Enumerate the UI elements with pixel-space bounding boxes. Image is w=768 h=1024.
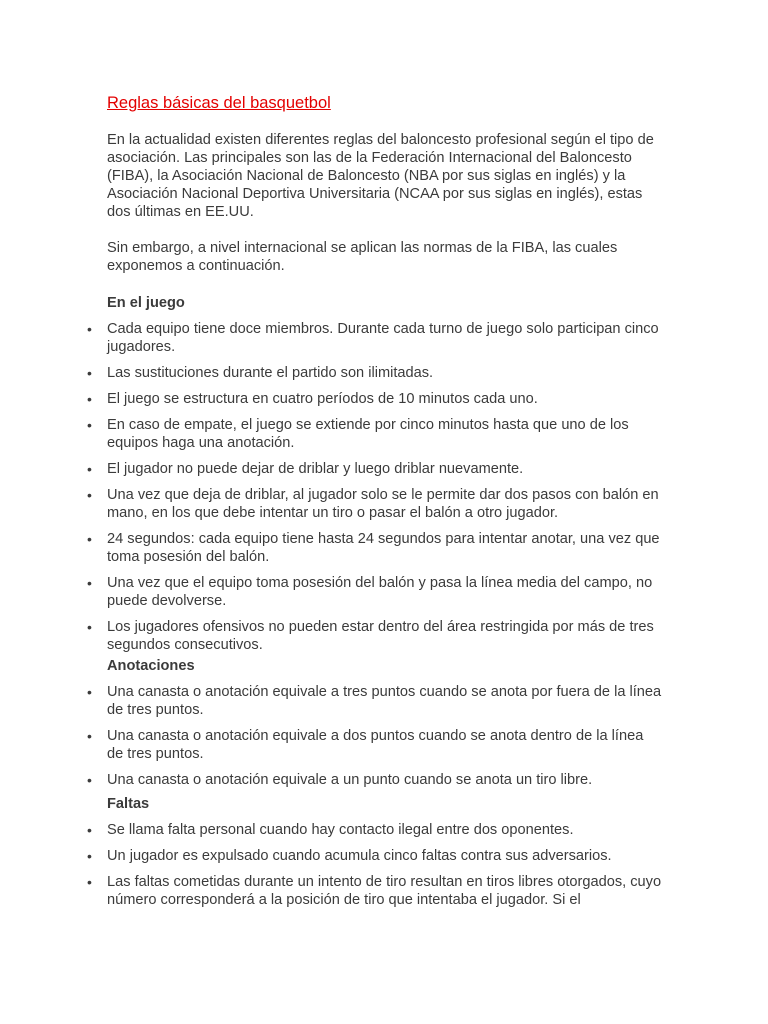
- list-item-text: Las sustituciones durante el partido son ilimitadas.: [107, 365, 434, 381]
- list-item: [0, 683, 662, 719]
- bullet-icon: •: [87, 417, 92, 433]
- bullet-icon: •: [87, 487, 92, 503]
- list-item: [0, 873, 662, 909]
- list-item-text: Una canasta o anotación equivale a dos puntos cuando se anota dentro de la línea de tres puntos.: [107, 728, 644, 762]
- bullet-icon: •: [87, 822, 92, 838]
- list-item: [0, 486, 662, 522]
- bullet-icon: •: [87, 461, 92, 477]
- list-item: [0, 390, 662, 408]
- list-item: [0, 727, 662, 763]
- bullet-icon: •: [87, 575, 92, 591]
- list-item-text: Los jugadores ofensivos no pueden estar dentro del área restringida por más de tres segundos consecutivos.: [107, 619, 654, 653]
- bullet-icon: •: [87, 531, 92, 547]
- bullet-icon: •: [87, 321, 92, 337]
- list-item: [0, 771, 662, 789]
- rules-list-faltas: [0, 821, 768, 917]
- bullet-icon: •: [87, 728, 92, 744]
- intro-paragraph-2: Sin embargo, a nivel internacional se aplican las normas de la FIBA, las cuales exponemos a continuación.: [107, 240, 618, 274]
- bullet-icon: •: [87, 684, 92, 700]
- list-item: [0, 618, 662, 654]
- rules-list-anotaciones: [0, 683, 768, 797]
- bullet-icon: •: [87, 391, 92, 407]
- list-item: [0, 364, 662, 382]
- bullet-icon: •: [87, 365, 92, 381]
- list-item-text: El jugador no puede dejar de driblar y luego driblar nuevamente.: [107, 461, 524, 477]
- section-heading-en-el-juego: En el juego: [107, 295, 185, 311]
- list-item: [0, 460, 662, 478]
- bullet-icon: •: [87, 848, 92, 864]
- list-item-text: Una vez que deja de driblar, al jugador solo se le permite dar dos pasos con balón en mano, en los que debe intentar un tiro o pasar el balón a otro jugador.: [107, 487, 659, 521]
- bullet-icon: •: [87, 874, 92, 890]
- list-item-text: Un jugador es expulsado cuando acumula cinco faltas contra sus adversarios.: [107, 848, 612, 864]
- list-item: [0, 847, 662, 865]
- list-item-text: Las faltas cometidas durante un intento de tiro resultan en tiros libres otorgados, cuyo número corresponderá a la posición de tiro que intentaba el jugador. Si el: [107, 874, 662, 908]
- bullet-icon: •: [87, 772, 92, 788]
- list-item-text: Se llama falta personal cuando hay contacto ilegal entre dos oponentes.: [107, 822, 574, 838]
- list-item: [0, 574, 662, 610]
- intro-paragraph: En la actualidad existen diferentes reglas del baloncesto profesional según el tipo de asociación. Las principales son las de la Federación Internacional del Baloncesto (FIBA), la Asociación Nacional de Baloncesto (NBA por sus siglas en inglés) y la Asociación Nacional Deportiva Universitaria (NCAA por sus siglas en inglés), estas dos últimas en EE.UU.: [107, 132, 654, 220]
- document-title: Reglas básicas del basquetbol: [107, 94, 331, 112]
- list-item: [0, 821, 662, 839]
- list-item-text: Una vez que el equipo toma posesión del balón y pasa la línea media del campo, no puede devolverse.: [107, 575, 653, 609]
- list-item-text: Una canasta o anotación equivale a tres puntos cuando se anota por fuera de la línea de tres puntos.: [107, 684, 662, 718]
- list-item-text: Cada equipo tiene doce miembros. Durante cada turno de juego solo participan cinco jugadores.: [107, 321, 659, 355]
- list-item-text: 24 segundos: cada equipo tiene hasta 24 segundos para intentar anotar, una vez que toma posesión del balón.: [107, 531, 660, 565]
- section-heading-anotaciones: Anotaciones: [107, 658, 195, 674]
- bullet-icon: •: [87, 619, 92, 635]
- section-heading-faltas: Faltas: [107, 796, 150, 812]
- list-item-text: El juego se estructura en cuatro períodos de 10 minutos cada uno.: [107, 391, 538, 407]
- list-item: [0, 530, 662, 566]
- list-item-text: Una canasta o anotación equivale a un punto cuando se anota un tiro libre.: [107, 772, 593, 788]
- rules-list-en-el-juego: [0, 320, 768, 662]
- list-item: [0, 416, 662, 452]
- list-item-text: En caso de empate, el juego se extiende por cinco minutos hasta que uno de los equipos haga una anotación.: [107, 417, 629, 451]
- list-item: [0, 320, 662, 356]
